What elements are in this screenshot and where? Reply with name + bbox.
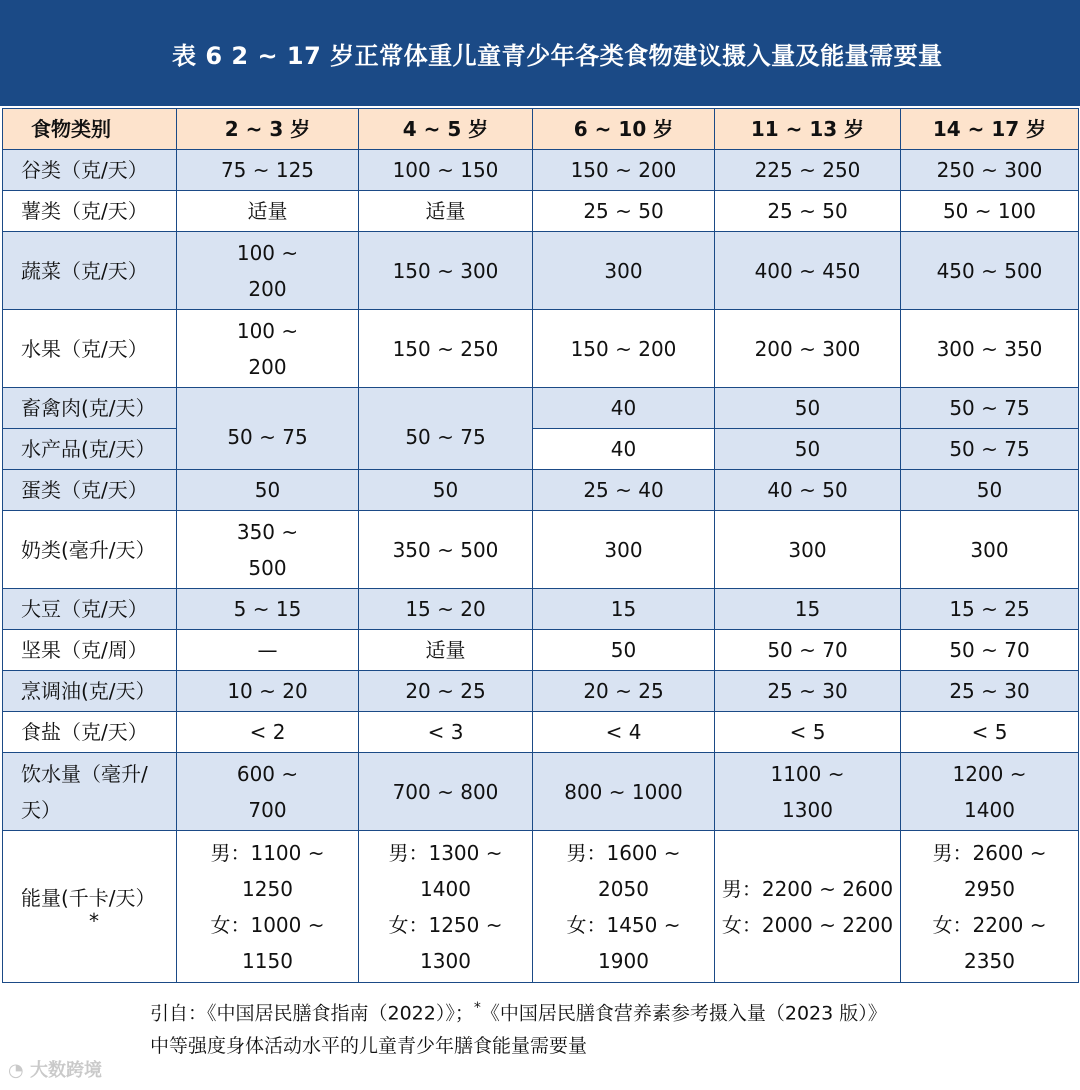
cell-line: 1400 <box>964 797 1015 822</box>
cell: 50 <box>533 630 715 671</box>
header-age-11-13: 11 ~ 13 岁 <box>715 109 901 150</box>
cell-line: 2950 <box>964 876 1015 901</box>
table-row <box>3 831 1079 983</box>
cell: 400 ~ 450 <box>715 232 901 310</box>
cell-line: 男：1600 ~ <box>566 840 681 865</box>
row-label-line: 天） <box>21 797 61 822</box>
row-label: 畜禽肉(克/天） <box>3 388 177 429</box>
watermark-text: 大数跨境 <box>30 1060 102 1081</box>
cell-line: 1300 <box>420 948 471 973</box>
cell: 800 ~ 1000 <box>533 753 715 831</box>
table-row <box>3 150 1079 191</box>
cell-line: 女：2000 ~ 2200 <box>721 912 894 937</box>
table-row <box>3 630 1079 671</box>
footnote-mark: * <box>473 1000 481 1016</box>
cell: < 4 <box>533 712 715 753</box>
cell: 25 ~ 40 <box>533 470 715 511</box>
cell: 150 ~ 250 <box>359 310 533 388</box>
food-intake-table <box>2 108 1079 983</box>
cell: 50 ~ 70 <box>715 630 901 671</box>
row-label: 水产品(克/天） <box>3 429 177 470</box>
cell: < 5 <box>901 712 1079 753</box>
cell: 50 <box>715 388 901 429</box>
cell: 300 ~ 350 <box>901 310 1079 388</box>
row-label: 烹调油(克/天） <box>3 671 177 712</box>
cell: 350 ~ 500 <box>359 511 533 589</box>
source-note <box>150 992 887 1063</box>
cell-line: 男：1300 ~ <box>388 840 503 865</box>
cell-line: 1200 ~ <box>952 761 1027 786</box>
cell-line: 100 ~ <box>236 240 299 265</box>
cell: 50 ~ 75 <box>901 388 1079 429</box>
cell: 15 <box>533 589 715 630</box>
cell: 100 ~ 150 <box>359 150 533 191</box>
table-row <box>3 511 1079 589</box>
cell-line: 200 <box>248 276 287 301</box>
source-line-1 <box>150 992 887 1030</box>
cell-line: 1250 <box>242 876 293 901</box>
cell-line: 2350 <box>964 948 1015 973</box>
table-row <box>3 712 1079 753</box>
cell <box>715 753 901 831</box>
cell <box>177 753 359 831</box>
row-label: 谷类（克/天） <box>3 150 177 191</box>
cell-line: 1300 <box>782 797 833 822</box>
cell: 25 ~ 50 <box>715 191 901 232</box>
cell-line: 200 <box>248 354 287 379</box>
cell <box>177 232 359 310</box>
cell <box>901 753 1079 831</box>
cell-line: 500 <box>248 555 287 580</box>
table-row <box>3 388 1079 429</box>
cell: < 3 <box>359 712 533 753</box>
cell-line: 1100 ~ <box>770 761 845 786</box>
row-label <box>3 831 177 983</box>
cell: 25 ~ 30 <box>715 671 901 712</box>
row-label <box>3 753 177 831</box>
cell: 50 <box>177 470 359 511</box>
cell: 25 ~ 50 <box>533 191 715 232</box>
cell-line: 女：1450 ~ <box>566 912 681 937</box>
cell-line: 350 ~ <box>236 519 299 544</box>
cell: 50 <box>359 470 533 511</box>
cell: 40 ~ 50 <box>715 470 901 511</box>
cell-line: 1150 <box>242 948 293 973</box>
cell <box>359 831 533 983</box>
cell: 300 <box>901 511 1079 589</box>
cell: 50 <box>715 429 901 470</box>
cell: — <box>177 630 359 671</box>
row-label: 薯类（克/天） <box>3 191 177 232</box>
header-age-6-10: 6 ~ 10 岁 <box>533 109 715 150</box>
source-text: 引自：《中国居民膳食指南（2022）》； <box>150 1002 474 1025</box>
cell: 225 ~ 250 <box>715 150 901 191</box>
cell-line: 600 ~ <box>236 761 299 786</box>
row-label: 大豆（克/天） <box>3 589 177 630</box>
cell: 15 ~ 25 <box>901 589 1079 630</box>
cell: 20 ~ 25 <box>359 671 533 712</box>
cell <box>177 310 359 388</box>
cell: 50 ~ 100 <box>901 191 1079 232</box>
logo-icon: ◔ <box>8 1060 24 1081</box>
table-row <box>3 470 1079 511</box>
cell: 200 ~ 300 <box>715 310 901 388</box>
source-text: 《中国居民膳食营养素参考摄入量（2023 版）》 <box>480 1002 887 1025</box>
table-row <box>3 232 1079 310</box>
table-row <box>3 589 1079 630</box>
title-bar <box>0 0 1080 106</box>
row-label-line: 能量(千卡/天） <box>21 885 156 910</box>
header-age-2-3: 2 ~ 3 岁 <box>177 109 359 150</box>
row-label: 食盐（克/天） <box>3 712 177 753</box>
cell <box>533 831 715 983</box>
cell <box>901 831 1079 983</box>
table-row <box>3 191 1079 232</box>
cell: 25 ~ 30 <box>901 671 1079 712</box>
cell: 10 ~ 20 <box>177 671 359 712</box>
cell-line: 700 <box>248 797 287 822</box>
row-label-line: 饮水量（毫升/ <box>21 761 148 786</box>
cell: 50 <box>901 470 1079 511</box>
cell: 40 <box>533 388 715 429</box>
cell-line: 1900 <box>598 948 649 973</box>
cell: 40 <box>533 429 715 470</box>
cell-line: 男：2200 ~ 2600 <box>721 876 894 901</box>
cell-line: 女：1000 ~ <box>210 912 325 937</box>
cell-line: 1400 <box>420 876 471 901</box>
cell: 15 <box>715 589 901 630</box>
cell: 50 ~ 75 <box>901 429 1079 470</box>
cell <box>715 831 901 983</box>
table-row <box>3 310 1079 388</box>
cell: 300 <box>533 511 715 589</box>
cell-line: 100 ~ <box>236 318 299 343</box>
cell-merged: 50 ~ 75 <box>177 388 359 470</box>
row-label: 蛋类（克/天） <box>3 470 177 511</box>
cell: 适量 <box>177 191 359 232</box>
cell: 15 ~ 20 <box>359 589 533 630</box>
header-row <box>3 109 1079 150</box>
source-line-2: 中等强度身体活动水平的儿童青少年膳食能量需要量 <box>150 1035 588 1058</box>
cell: < 2 <box>177 712 359 753</box>
cell-merged: 50 ~ 75 <box>359 388 533 470</box>
cell-line: 女：1250 ~ <box>388 912 503 937</box>
cell: 150 ~ 200 <box>533 150 715 191</box>
row-label: 坚果（克/周） <box>3 630 177 671</box>
cell: 300 <box>715 511 901 589</box>
cell-line: 男：1100 ~ <box>210 840 325 865</box>
cell: 50 ~ 70 <box>901 630 1079 671</box>
cell: 20 ~ 25 <box>533 671 715 712</box>
cell: 450 ~ 500 <box>901 232 1079 310</box>
table-title: 表 6 2 ~ 17 岁正常体重儿童青少年各类食物建议摄入量及能量需要量 <box>172 41 943 70</box>
row-label: 奶类(毫升/天） <box>3 511 177 589</box>
row-label-line: * <box>89 908 99 933</box>
header-age-14-17: 14 ~ 17 岁 <box>901 109 1079 150</box>
cell <box>177 511 359 589</box>
cell: 150 ~ 300 <box>359 232 533 310</box>
cell: 700 ~ 800 <box>359 753 533 831</box>
header-category: 食物类别 <box>3 109 177 150</box>
table-row <box>3 429 1079 470</box>
cell: 75 ~ 125 <box>177 150 359 191</box>
table-row <box>3 671 1079 712</box>
cell: 适量 <box>359 191 533 232</box>
cell: 250 ~ 300 <box>901 150 1079 191</box>
header-age-4-5: 4 ~ 5 岁 <box>359 109 533 150</box>
cell: < 5 <box>715 712 901 753</box>
cell-line: 男：2600 ~ <box>932 840 1047 865</box>
cell: 适量 <box>359 630 533 671</box>
cell: 150 ~ 200 <box>533 310 715 388</box>
cell-line: 2050 <box>598 876 649 901</box>
cell: 5 ~ 15 <box>177 589 359 630</box>
cell: 300 <box>533 232 715 310</box>
table-row <box>3 753 1079 831</box>
cell <box>177 831 359 983</box>
watermark-logo <box>8 1056 102 1082</box>
cell-line: 女：2200 ~ <box>932 912 1047 937</box>
row-label: 水果（克/天） <box>3 310 177 388</box>
row-label: 蔬菜（克/天） <box>3 232 177 310</box>
